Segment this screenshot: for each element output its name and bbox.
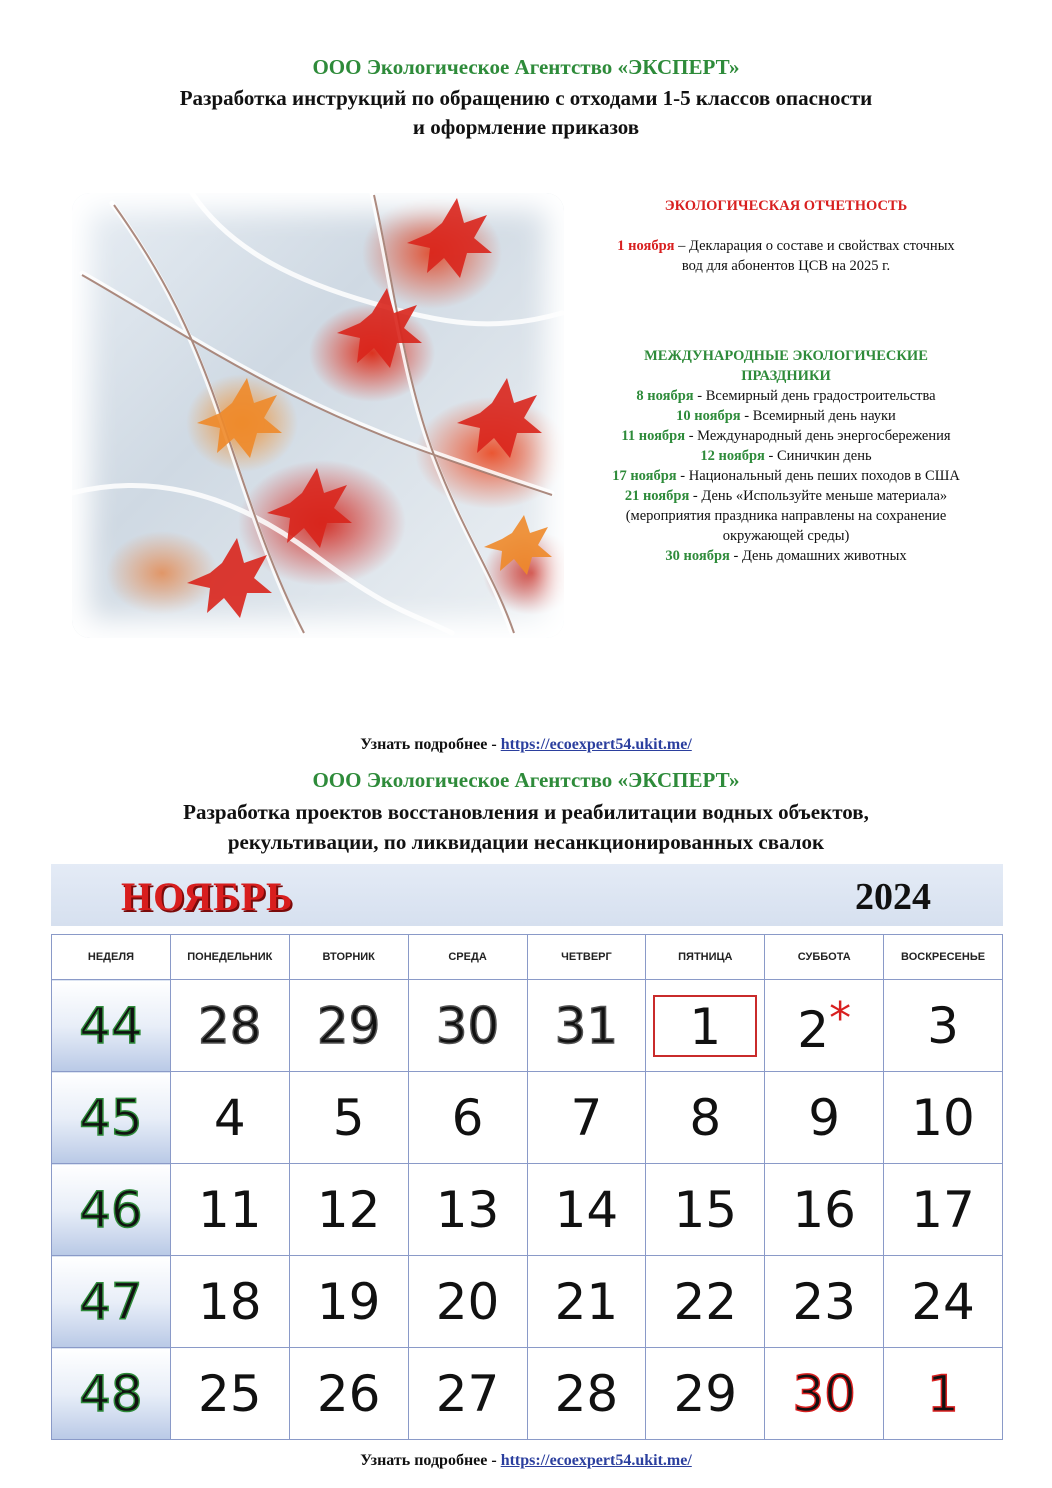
holiday-note-2: окружающей среды) — [722, 528, 850, 544]
day-cell: 13 — [408, 1164, 527, 1256]
company-title-top: ООО Экологическое Агентство «ЭКСПЕРТ» — [312, 55, 740, 79]
holiday-note-1: (мероприятия праздника направлены на сохранение — [625, 508, 947, 524]
list-item: 17 ноября - Национальный день пеших походов в США — [612, 468, 960, 484]
day-cell: 14 — [527, 1164, 646, 1256]
day-cell: 22 — [646, 1256, 765, 1348]
more-info-top — [0, 736, 1052, 754]
weekday-header: НЕДЕЛЯ — [52, 935, 171, 980]
weekday-header-row — [52, 935, 1003, 980]
weekday-header: ЧЕТВЕРГ — [527, 935, 646, 980]
highlighted-day: 1 — [653, 995, 757, 1057]
week-row — [52, 980, 1003, 1072]
day-cell: 1 — [884, 1348, 1003, 1440]
calendar-grid — [51, 934, 1003, 1440]
weekday-header: ПОНЕДЕЛЬНИК — [170, 935, 289, 980]
more-info-label: Узнать подробнее - — [360, 1452, 501, 1469]
day-cell: 27 — [408, 1348, 527, 1440]
weekday-header: СУББОТА — [765, 935, 884, 980]
day-cell: 19 — [289, 1256, 408, 1348]
week-row — [52, 1164, 1003, 1256]
day-cell: 17 — [884, 1164, 1003, 1256]
services-line-2-middle: рекультивации, по ликвидации несанкционированных свалок — [227, 830, 825, 854]
asterisk-mark: * — [829, 992, 852, 1044]
list-item: 10 ноября - Всемирный день науки — [676, 408, 896, 424]
week-row — [52, 1256, 1003, 1348]
day-cell: 6 — [408, 1072, 527, 1164]
more-info-label: Узнать подробнее - — [360, 736, 501, 753]
day-cell: 12 — [289, 1164, 408, 1256]
reporting-text-1: – Декларация о составе и свойствах сточных — [674, 238, 955, 254]
day-cell: 18 — [170, 1256, 289, 1348]
list-item: 21 ноября - День «Используйте меньше материала» — [624, 488, 948, 504]
day-cell — [765, 980, 884, 1072]
day-cell: 9 — [765, 1072, 884, 1164]
day-cell: 16 — [765, 1164, 884, 1256]
website-link[interactable]: https://ecoexpert54.ukit.me/ — [500, 1452, 692, 1469]
day-cell: 30 — [765, 1348, 884, 1440]
day-cell: 31 — [527, 980, 646, 1072]
day-cell: 20 — [408, 1256, 527, 1348]
reporting-date: 1 ноября — [617, 238, 675, 254]
day-cell: 30 — [408, 980, 527, 1072]
day-cell: 28 — [527, 1348, 646, 1440]
list-item: 11 ноября - Международный день энергосбережения — [621, 428, 951, 444]
more-info-bottom — [0, 1452, 1052, 1470]
week-row — [52, 1072, 1003, 1164]
week-number: 47 — [52, 1256, 171, 1348]
holidays-title — [586, 346, 986, 386]
reporting-title: ЭКОЛОГИЧЕСКАЯ ОТЧЕТНОСТЬ — [664, 198, 908, 214]
holidays-title-line-1: МЕЖДУНАРОДНЫЕ ЭКОЛОГИЧЕСКИЕ — [644, 348, 928, 364]
list-item: 30 ноября - День домашних животных — [665, 548, 907, 564]
week-number: 48 — [52, 1348, 171, 1440]
week-row — [52, 1348, 1003, 1440]
month-name: НОЯБРЬ — [121, 874, 294, 919]
day-cell: 10 — [884, 1072, 1003, 1164]
list-item: 8 ноября - Всемирный день градостроительства — [636, 388, 936, 404]
weekday-header: СРЕДА — [408, 935, 527, 980]
weekday-header: ПЯТНИЦА — [646, 935, 765, 980]
day-cell: 5 — [289, 1072, 408, 1164]
company-title-middle: ООО Экологическое Агентство «ЭКСПЕРТ» — [312, 768, 740, 792]
day-cell: 8 — [646, 1072, 765, 1164]
day-cell: 28 — [170, 980, 289, 1072]
services-line-1-top: Разработка инструкций по обращению с отходами 1-5 классов опасности — [179, 86, 873, 110]
day-cell-today — [646, 980, 765, 1072]
day-cell: 7 — [527, 1072, 646, 1164]
reporting-text-2: вод для абонентов ЦСВ на 2025 г. — [681, 258, 891, 274]
services-line-2-top: и оформление приказов — [412, 115, 640, 139]
weekday-header: ВОСКРЕСЕНЬЕ — [884, 935, 1003, 980]
website-link[interactable]: https://ecoexpert54.ukit.me/ — [500, 736, 692, 753]
holidays-title-line-2: ПРАЗДНИКИ — [741, 368, 831, 384]
list-item: 12 ноября - Синичкин день — [700, 448, 872, 464]
calendar-year: 2024 — [855, 876, 931, 918]
day-cell: 3 — [884, 980, 1003, 1072]
day-cell: 29 — [289, 980, 408, 1072]
day-cell: 24 — [884, 1256, 1003, 1348]
day-cell: 15 — [646, 1164, 765, 1256]
weekday-header: ВТОРНИК — [289, 935, 408, 980]
holidays-list — [586, 386, 986, 566]
autumn-leaves-photo — [72, 193, 564, 638]
services-line-1-middle: Разработка проектов восстановления и реабилитации водных объектов, — [183, 800, 869, 824]
day-cell: 29 — [646, 1348, 765, 1440]
reporting-item — [586, 236, 986, 276]
day-cell: 21 — [527, 1256, 646, 1348]
day-cell: 25 — [170, 1348, 289, 1440]
day-cell: 11 — [170, 1164, 289, 1256]
week-number: 46 — [52, 1164, 171, 1256]
calendar-header — [51, 864, 1003, 926]
day-cell: 26 — [289, 1348, 408, 1440]
week-number: 45 — [52, 1072, 171, 1164]
day-cell: 23 — [765, 1256, 884, 1348]
day-cell: 4 — [170, 1072, 289, 1164]
week-number: 44 — [52, 980, 171, 1072]
day-number: 2 — [797, 1000, 830, 1059]
